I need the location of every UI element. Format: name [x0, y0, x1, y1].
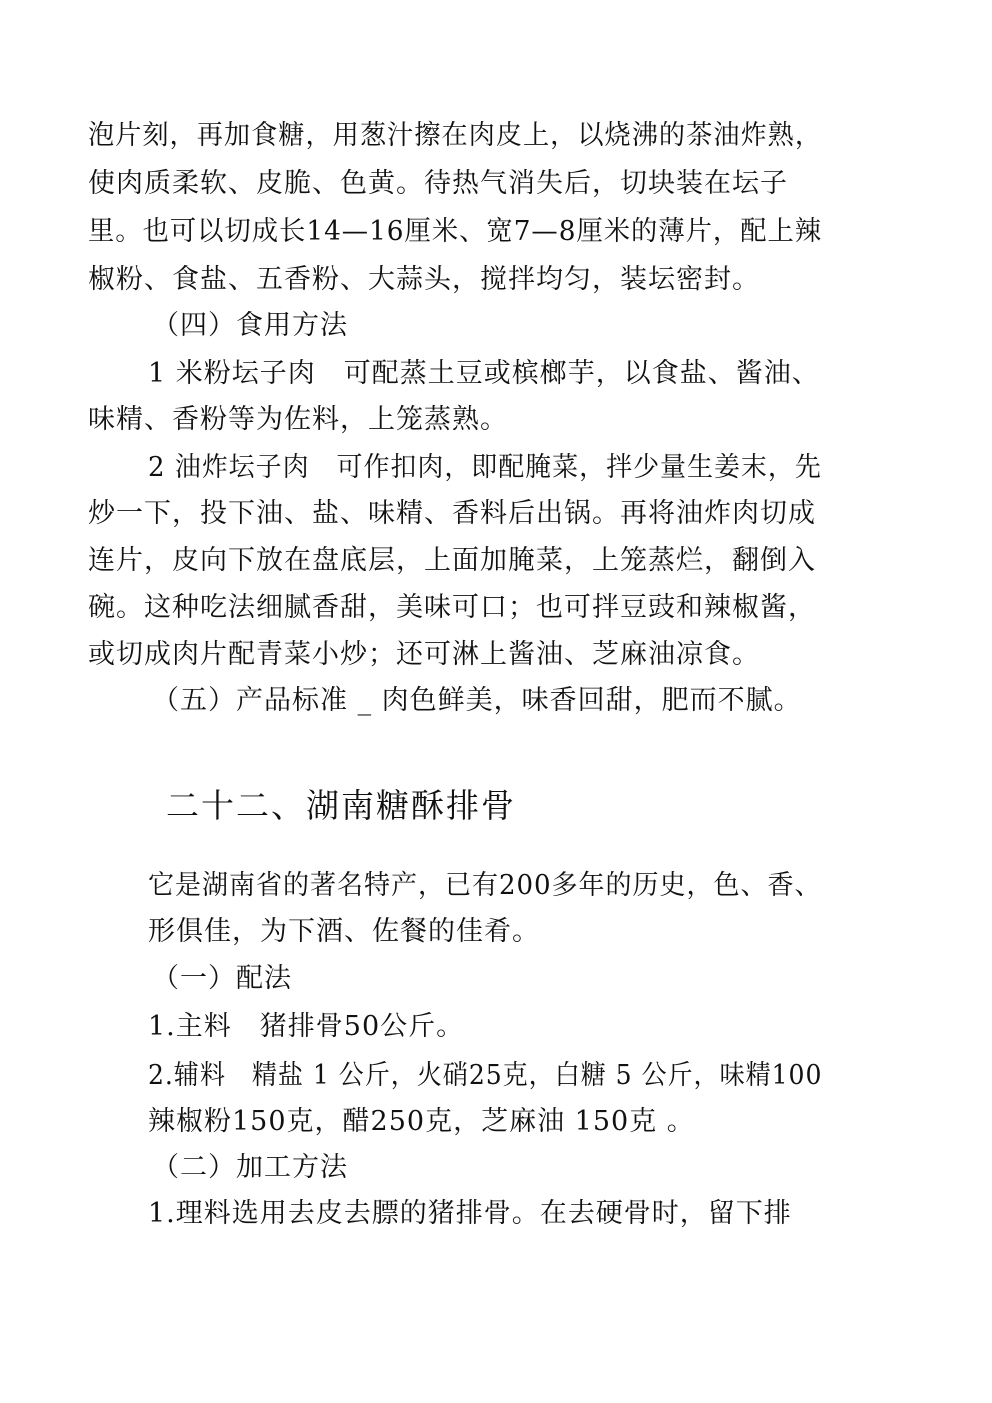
ingredient-auxiliary-line: 2.辅料 精盐 1 公斤，火硝25克，白糖 5 公斤，味精100: [148, 1060, 823, 1091]
ingredient-main: 1.主料 猪排骨50公斤。: [148, 1011, 465, 1042]
process-step-1: 1.理料选用去皮去膘的猪排骨。在去硬骨时，留下排: [148, 1198, 792, 1229]
method-item-2-line: 连片，皮向下放在盘底层，上面加腌菜，上笼蒸烂，翻倒入: [88, 545, 816, 576]
method-item-2-line: 或切成肉片配青菜小炒；还可淋上酱油、芝麻油凉食。: [88, 639, 760, 670]
subsection-title-processing: （二）加工方法: [152, 1152, 348, 1183]
body-text-line: 椒粉、食盐、五香粉、大蒜头，搅拌均匀，装坛密封。: [88, 264, 760, 295]
method-item-2-line: 2 油炸坛子肉 可作扣肉，即配腌菜，拌少量生姜末，先: [148, 452, 822, 483]
method-item-1-line: 1 米粉坛子肉 可配蒸土豆或槟榔芋，以食盐、酱油、: [148, 358, 820, 389]
body-text-line: 使肉质柔软、皮脆、色黄。待热气消失后，切块装在坛子: [88, 168, 788, 199]
subsection-title-formula: （一）配法: [152, 963, 292, 994]
method-item-2-line: 碗。这种吃法细腻香甜，美味可口；也可拌豆豉和辣椒酱，: [88, 592, 816, 623]
intro-text-line: 它是湖南省的著名特产，已有200多年的历史，色、香、: [148, 870, 822, 901]
method-item-1-line: 味精、香粉等为佐料，上笼蒸熟。: [88, 404, 508, 435]
subsection-product-standard: （五）产品标准 _ 肉色鲜美，味香回甜，肥而不腻。: [152, 685, 802, 716]
intro-text-line: 形俱佳，为下酒、佐餐的佳肴。: [148, 916, 540, 947]
ingredient-auxiliary-line: 辣椒粉150克，醋250克，芝麻油 150克 。: [148, 1106, 695, 1137]
body-text-line: 泡片刻，再加食糖，用葱汁擦在肉皮上，以烧沸的茶油炸熟，: [88, 120, 823, 151]
section-heading: 二十二、湖南糖酥排骨: [166, 786, 516, 825]
body-text-line: 里。也可以切成长14—16厘米、宽7—8厘米的薄片，配上辣: [88, 216, 823, 247]
method-item-2-line: 炒一下，投下油、盐、味精、香料后出锅。再将油炸肉切成: [88, 498, 816, 529]
subsection-title-eating-method: （四）食用方法: [152, 310, 348, 341]
